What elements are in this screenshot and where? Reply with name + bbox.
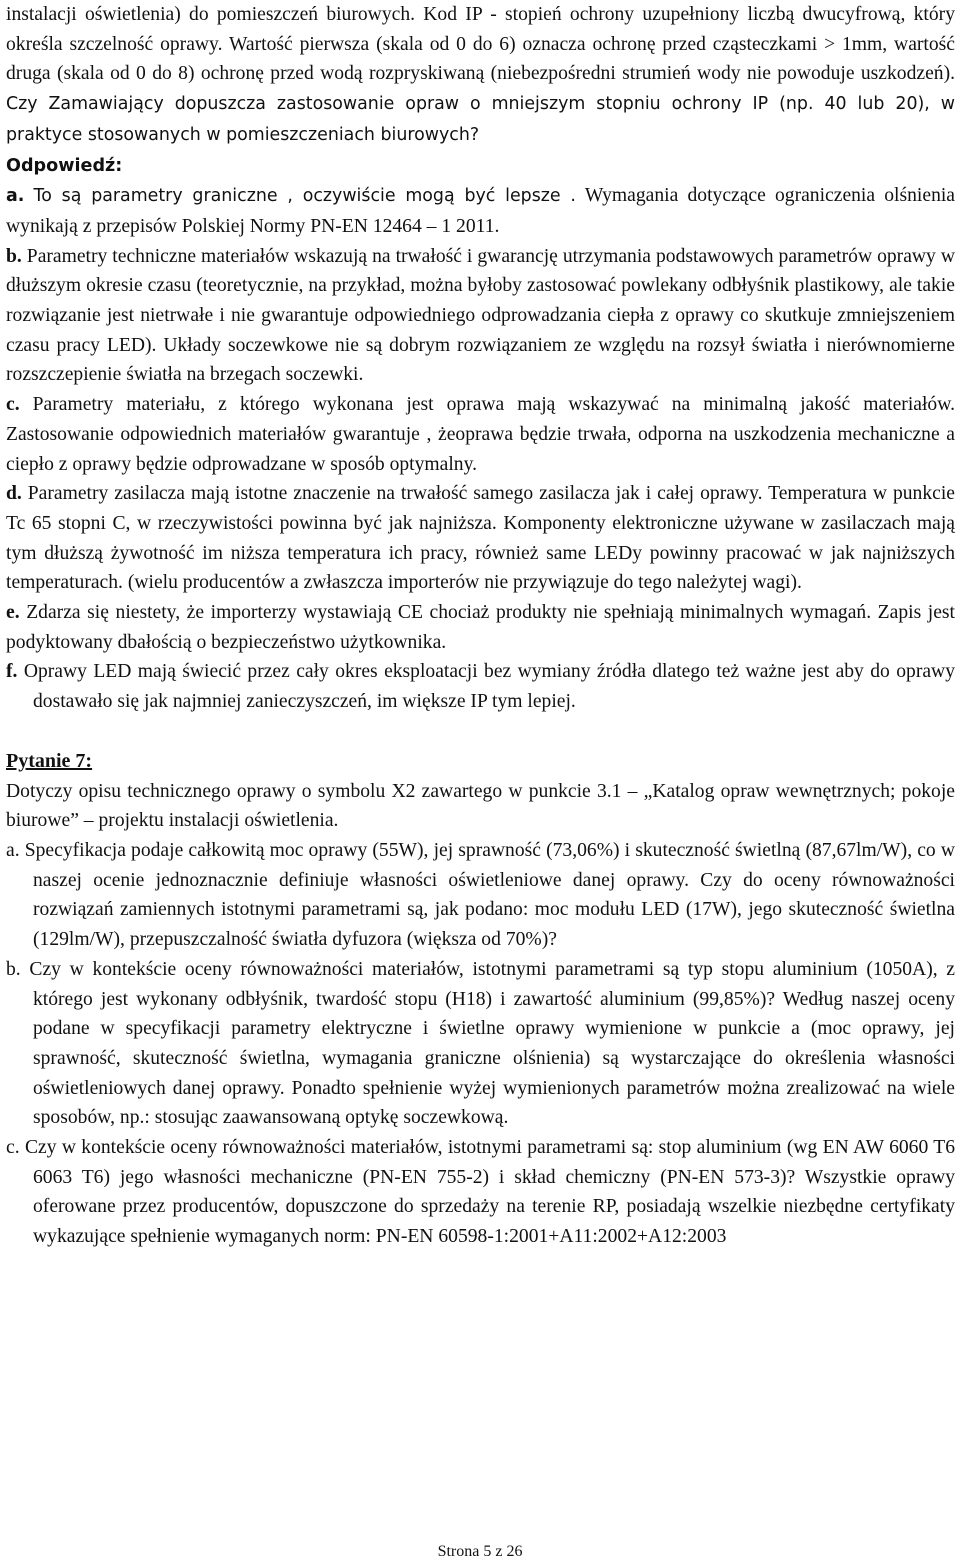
answer-c-text: Parametry materiału, z którego wykonana jest oprawa mają wskazywać na minimalną jakość materiałów. Zastosowanie odpowiednich materiałów gwarantuje , żeoprawa będzie trwała, odporna na uszkodzenia mechaniczne a ciepło z oprawy będzie odprowadzane w sposób optymalny.: [6, 394, 955, 475]
answer-e-label: e.: [6, 602, 20, 624]
intro-paragraph: [6, 0, 955, 151]
question-7-intro: Dotyczy opisu technicznego oprawy o symbolu X2 zawartego w punkcie 3.1 – „Katalog opraw wewnętrznych; pokoje biurowe” – projektu instalacji oświetlenia.: [6, 780, 955, 832]
intro-question: Czy Zamawiający dopuszcza zastosowanie opraw o mniejszym stopniu ochrony IP (np. 40 lub 20), w praktyce stosowanych w pomieszczeniach biurowych?: [6, 94, 955, 145]
answer-a-text: Wymagania dotyczące ograniczenia olśnienia wynikają z przepisów Polskiej Normy PN-EN 12464 – 1 2011.: [6, 185, 956, 237]
question-7-item-a-text: Specyfikacja podaje całkowitą moc oprawy (55W), jej sprawność (73,06%) i skuteczność świetlną (87,67lm/W), co w naszej ocenie jednoznacznie definiuje własności oświetleniowe danej oprawy. Czy do oceny równoważności rozwiązań zamiennych istotnymi parametrami są, jak podano: moc modułu LED (17W), jego skuteczność świetlna (129lm/W), przepuszczalność światła dyfuzora (większa od 70%)?: [24, 839, 955, 951]
answer-d-label: d.: [6, 483, 22, 505]
answer-a-label: a.: [6, 186, 25, 207]
question-7-item-c-text: Czy w kontekście oceny równoważności materiałów, istotnymi parametrami są: stop aluminium (wg EN AW 6060 T6 6063 T6) jego własności mechaniczne (PN-EN 755-2) i skład chemiczny (PN-EN 573-3)? Wszystkie oprawy oferowane przez producentów, dopuszczone do sprzedaży na terenie RP, posiadają wszelkie niezbędne certyfikaty wykazujące spełnienie wymaganych norm: PN-EN 60598-1:2001+A11:2002+A12:2003: [24, 1137, 955, 1248]
question-7-item-a-label: a.: [6, 839, 20, 861]
answer-c-label: c.: [6, 394, 20, 416]
question-7-item-b-text: Czy w kontekście oceny równoważności materiałów, istotnymi parametrami są typ stopu aluminium (1050A), z którego jest wykonany odbłyśnik, twardość stopu (H18) i zawartość aluminium (99,85%)? Według naszej oceny podane w specyfikacji parametry elektryczne i świetlne oprawy wymienione w punkcie a (moc oprawy, jej sprawność, skuteczność świetlna, wymagania graniczne olśnienia) są wystarczające do określenia własności oświetleniowych danej oprawy. Ponadto spełnienie wyżej wymienionych parametrów można zrealizować na wiele sposobów, np.: stosując zaawansowaną optykę soczewkową.: [29, 958, 955, 1129]
answer-b-text: Parametry techniczne materiałów wskazują na trwałość i gwarancję utrzymania podstawowych parametrów oprawy w dłuższym okresie czasu (teoretycznie, na przykład, można byłoby zastosować powlekany odbłyśnik plastikowy, ale takie rozwiązanie jest nietrwałe i nie gwarantuje odpowiedniego odprowadzania ciepła z oprawy co skutkuje zmniejszeniem czasu pracy LED). Układy soczewkowe nie są dobrym rozwiązaniem ze względu na rozsył światła i nierównomierne rozszczepienie światła na brzegach soczewki.: [6, 245, 955, 386]
section-spacer: [6, 717, 955, 747]
answer-f-label: f.: [6, 661, 18, 683]
answer-heading: Odpowiedź:: [6, 155, 123, 176]
question-7-item-c-label: c.: [6, 1137, 20, 1159]
page-number: Strona 5 z 26: [437, 1543, 523, 1560]
document-page: [6, 0, 955, 1252]
question-7-item-b: [6, 955, 955, 1133]
answer-b-label: b.: [6, 245, 22, 267]
intro-text: instalacji oświetlenia) do pomieszczeń biurowych. Kod IP - stopień ochrony uzupełniony liczbą dwucyfrową, który określa szczelność oprawy. Wartość pierwsza (skala od 0 do 6) oznacza ochronę przed cząsteczkami > 1mm, wartość druga (skala od 0 do 8) ochronę przed wodą rozpryskiwaną (niebezpośredni strumień wody nie powoduje uszkodzeń).: [6, 4, 955, 85]
answer-d-text: Parametry zasilacza mają istotne znaczenie na trwałość samego zasilacza jak i całej oprawy. Temperatura w punkcie Tc 65 stopni C, w rzeczywistości powinna być jak najniższa. Komponenty elektroniczne używane w zasilaczach mają tym dłuższą żywotność im niższa temperatura ich pracy, również same LEDy powinny pracować w jak najniższych temperaturach. (wielu producentów a zwłaszcza importerów nie przywiązuje do tego należytej wagi).: [6, 483, 955, 594]
answer-c: [6, 390, 955, 479]
question-7-item-c: [6, 1133, 955, 1252]
answer-e: [6, 598, 955, 657]
answer-b: [6, 242, 955, 391]
question-7-title: Pytanie 7:: [6, 749, 93, 772]
question-7-item-b-label: b.: [6, 958, 21, 980]
answer-a: [6, 181, 955, 241]
answer-a-text-sans: To są parametry graniczne , oczywiście mogą być lepsze .: [33, 186, 576, 207]
answer-d: [6, 479, 955, 598]
answer-f-text: Oprawy LED mają świecić przez cały okres eksploatacji bez wymiany źródła dlatego też ważne jest aby do oprawy dostawało się jak najmniej zanieczyszczeń, im większe IP tym lepiej.: [23, 661, 955, 713]
question-7-item-a: [6, 836, 955, 955]
answer-f: [6, 657, 955, 716]
answer-e-text: Zdarza się niestety, że importerzy wystawiają CE chociaż produkty nie spełniają minimalnych wymagań. Zapis jest podyktowany dbałością o bezpieczeństwo użytkownika.: [6, 602, 956, 653]
